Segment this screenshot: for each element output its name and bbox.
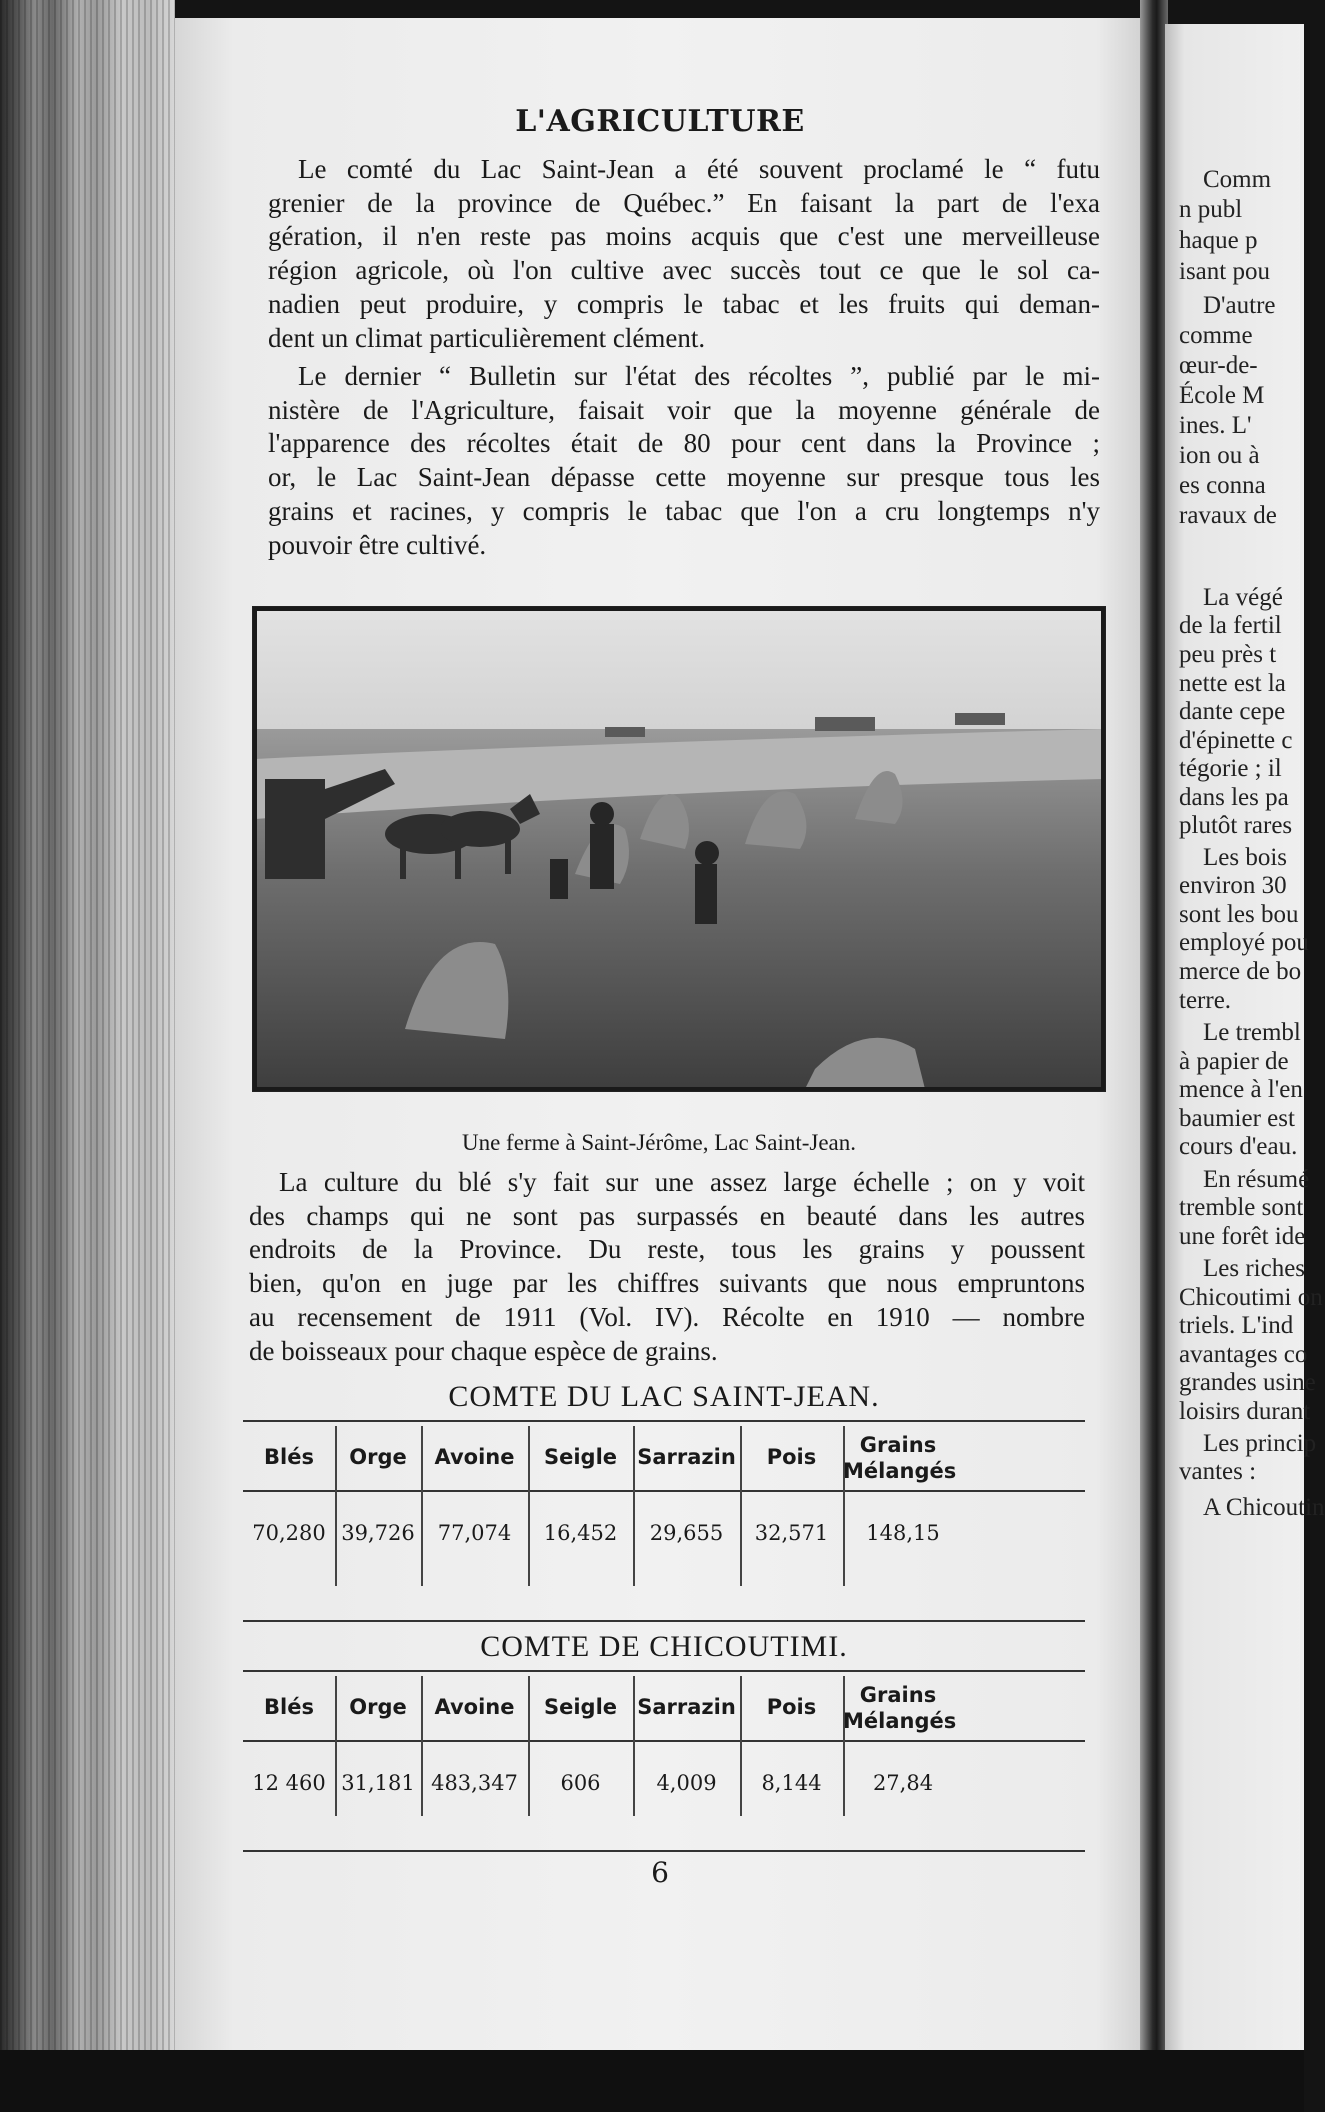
table-rule <box>243 1740 1085 1742</box>
table-header-cell: Orge <box>349 1695 407 1719</box>
facing-page-line: loisirs durant <box>1179 1398 1311 1425</box>
facing-page-line: tremble sont <box>1179 1194 1304 1221</box>
table-header-cell: Sarrazin <box>637 1695 736 1719</box>
facing-page-line: n publ <box>1179 196 1243 223</box>
facing-page-line: A Chicoutin <box>1203 1494 1325 1521</box>
text-line: grains et racines, y compris le tabac que l'on a cru longtemps n'y <box>268 495 1100 526</box>
table-value-cell: 16,452 <box>543 1521 618 1545</box>
table-title-chicoutimi: COMTE DE CHICOUTIMI. <box>480 1630 848 1663</box>
facing-page-line: employé pou <box>1179 929 1309 956</box>
farm-photo-image <box>255 609 1103 1089</box>
table-value-cell: 77,074 <box>437 1521 512 1545</box>
paragraph-intro <box>268 153 1100 355</box>
facing-page-line: comme <box>1179 322 1253 349</box>
table-header-cell: Grains Mélangés <box>843 1683 957 1733</box>
table-header-cell: Pois <box>766 1695 817 1719</box>
farm-photo <box>252 606 1106 1092</box>
facing-page-line: nette est la <box>1179 670 1286 697</box>
table-header-cell: Avoine <box>434 1695 515 1719</box>
table-header-cell: Orge <box>349 1445 407 1469</box>
text-line: Le dernier “ Bulletin sur l'état des récoltes ”, publié par le mi- <box>298 361 1100 391</box>
table-header-cell: Pois <box>766 1445 817 1469</box>
text-line: au recensement de 1911 (Vol. IV). Récolte en 1910 — nombre <box>249 1301 1085 1332</box>
facing-page-line: œur-de- <box>1179 352 1258 379</box>
facing-page-line: es conna <box>1179 472 1266 499</box>
text-line: La culture du blé s'y fait sur une assez large échelle ; on y voit <box>279 1167 1085 1197</box>
facing-page-line: dante cepe <box>1179 698 1286 725</box>
facing-page-line: ion ou à <box>1179 442 1260 469</box>
text-line: grenier de la province de Québec.” En faisant la part de l'exa <box>268 187 1100 218</box>
text-line: pouvoir être cultivé. <box>268 529 487 560</box>
text-line: l'apparence des récoltes était de 80 pour cent dans la Province ; <box>268 428 1100 459</box>
table-rule <box>243 1850 1085 1852</box>
facing-page-line: Les bois <box>1203 844 1288 871</box>
facing-page <box>1165 24 1325 2064</box>
facing-page-line: Les riches <box>1203 1255 1306 1282</box>
facing-page-line: Comm <box>1203 166 1272 193</box>
text-line: or, le Lac Saint-Jean dépasse cette moyenne sur presque tous les <box>268 462 1100 493</box>
table-rule <box>243 1490 1085 1492</box>
facing-page-line: ravaux de <box>1179 502 1277 529</box>
table-title-lac-saint-jean: COMTE DU LAC SAINT-JEAN. <box>448 1380 880 1413</box>
table-value-cell: 29,655 <box>649 1521 724 1545</box>
table-header-cell: Blés <box>264 1445 314 1469</box>
harvest-table-lac-saint-jean <box>243 1420 1085 1620</box>
text-line: endroits de la Province. Du reste, tous les grains y poussent <box>249 1234 1085 1265</box>
facing-page-line: environ 30 <box>1179 872 1287 899</box>
facing-page-line: Chicoutimi on <box>1179 1284 1323 1311</box>
table-value-cell: 39,726 <box>341 1521 415 1545</box>
table-value-cell: 606 <box>560 1771 601 1795</box>
facing-page-line: École M <box>1179 382 1265 409</box>
facing-page-line: peu près t <box>1179 641 1277 668</box>
facing-page-line: vantes : <box>1179 1458 1257 1485</box>
table-value-cell: 27,84 <box>872 1771 934 1795</box>
text-line: bien, qu'on en juge par les chiffres suivants que nous empruntons <box>249 1268 1085 1299</box>
facing-page-line: d'épinette c <box>1179 727 1293 754</box>
table-value-cell: 8,144 <box>761 1771 822 1795</box>
facing-page-line: cours d'eau. <box>1179 1133 1298 1160</box>
table-header-cell: Seigle <box>543 1695 618 1719</box>
table-rule <box>243 1670 1085 1672</box>
facing-page-line: Les princip <box>1203 1430 1317 1457</box>
table-header-cell: Seigle <box>543 1445 618 1469</box>
facing-page-line: baumier est <box>1179 1105 1295 1132</box>
facing-page-line: grandes usine <box>1179 1369 1316 1396</box>
text-line: nistère de l'Agriculture, faisait voir que la moyenne générale de <box>268 394 1100 425</box>
table-value-cell: 148,15 <box>866 1521 940 1545</box>
facing-page-line: terre. <box>1179 987 1232 1014</box>
table-value-cell: 4,009 <box>656 1771 717 1795</box>
facing-page-line: isant pou <box>1179 258 1270 285</box>
facing-page-line: à papier de <box>1179 1048 1289 1075</box>
facing-page-line: plutôt rares <box>1179 812 1293 839</box>
facing-page-line: mence à l'en <box>1179 1076 1303 1103</box>
table-value-cell: 483,347 <box>431 1771 518 1795</box>
page-number: 6 <box>651 1856 669 1889</box>
facing-page-line: dans les pa <box>1179 784 1289 811</box>
paragraph-bulletin <box>268 360 1100 562</box>
text-line: région agricole, où l'on cultive avec succès tout ce que le sol ca- <box>268 255 1100 286</box>
section-title: L'AGRICULTURE <box>515 104 805 139</box>
text-line: Le comté du Lac Saint-Jean a été souvent proclamé le “ futu <box>298 154 1100 184</box>
table-value-cell: 32,571 <box>754 1521 829 1545</box>
book-fore-edge <box>0 0 175 2112</box>
table-header-cell: Avoine <box>434 1445 515 1469</box>
table-rule <box>243 1620 1085 1622</box>
photo-caption: Une ferme à Saint-Jérôme, Lac Saint-Jean. <box>461 1130 857 1155</box>
facing-page-line: La végé <box>1203 584 1283 611</box>
text-line: de boisseaux pour chaque espèce de grains. <box>249 1335 718 1366</box>
text-line: dent un climat particulièrement clément. <box>268 322 706 353</box>
facing-page-line: D'autre <box>1203 292 1276 319</box>
text-line: nadien peut produire, y compris le tabac et les fruits qui deman- <box>268 288 1100 319</box>
table-header-cell: Sarrazin <box>637 1445 736 1469</box>
facing-page-line: avantages co <box>1179 1341 1308 1368</box>
text-line: gération, il n'en reste pas moins acquis que c'est une merveilleuse <box>268 221 1100 252</box>
harvest-table-chicoutimi <box>243 1670 1085 1850</box>
text-line: des champs qui ne sont pas surpassés en beauté dans les autres <box>249 1200 1085 1231</box>
facing-page-line: tégorie ; il <box>1179 755 1282 782</box>
paragraph-wheat <box>249 1166 1085 1368</box>
facing-page-line: En résumé <box>1203 1166 1310 1193</box>
table-value-cell: 70,280 <box>252 1521 326 1545</box>
facing-page-line: Le trembl <box>1203 1019 1301 1046</box>
facing-page-line: triels. L'ind <box>1179 1312 1294 1339</box>
book-gutter <box>1140 0 1168 2112</box>
scan-border <box>0 2050 1304 2112</box>
facing-page-line: une forêt ide <box>1179 1223 1306 1250</box>
table-header-cell: Blés <box>264 1695 314 1719</box>
table-header-cell: Grains Mélangés <box>843 1433 957 1483</box>
facing-page-line: merce de bo <box>1179 958 1302 985</box>
facing-page-line: haque p <box>1179 227 1258 254</box>
facing-page-line: sont les bou <box>1179 901 1299 928</box>
facing-page-line: ines. L' <box>1179 412 1252 439</box>
table-value-cell: 12 460 <box>252 1771 326 1795</box>
table-rule <box>243 1420 1085 1422</box>
facing-page-line: de la fertil <box>1179 612 1282 639</box>
table-value-cell: 31,181 <box>341 1771 415 1795</box>
